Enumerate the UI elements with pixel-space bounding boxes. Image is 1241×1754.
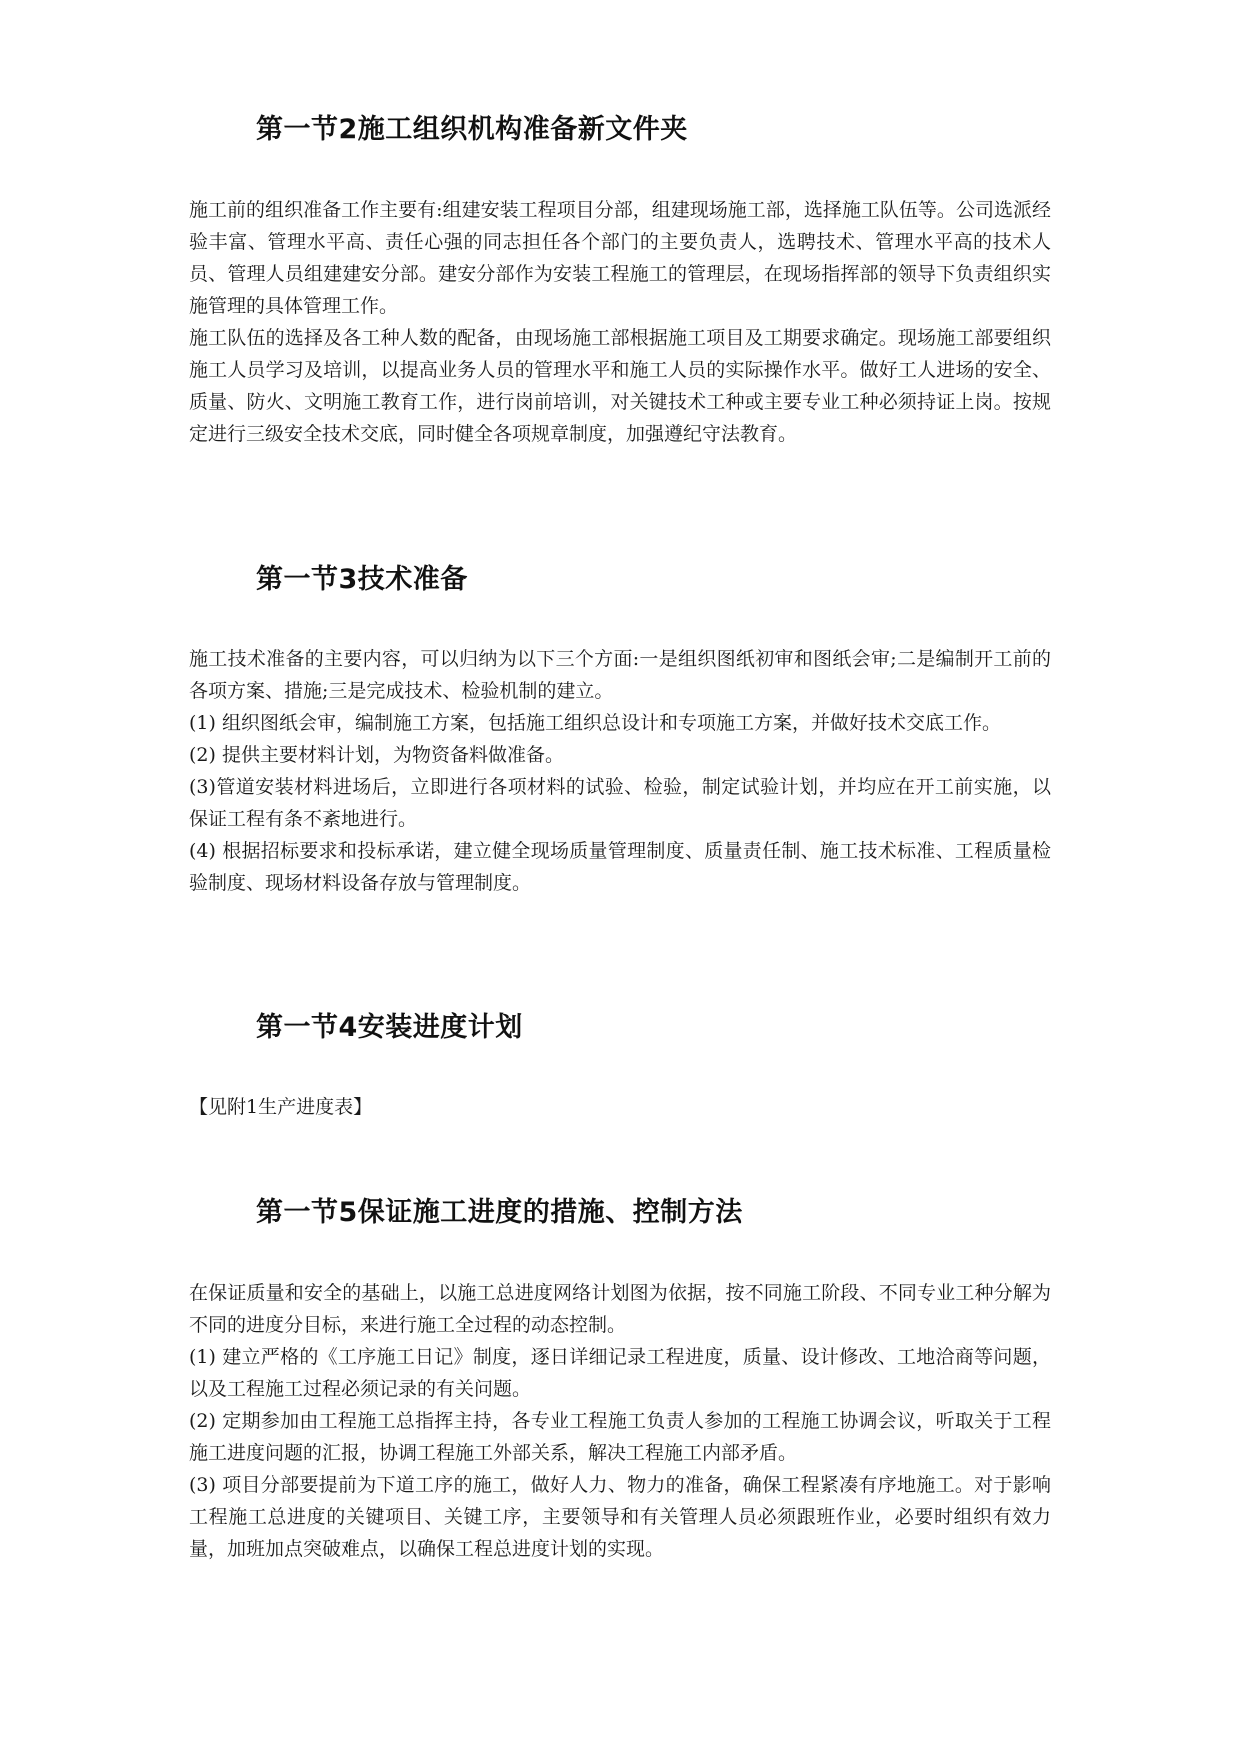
section-body xyxy=(189,1277,1051,1565)
paragraph: (1) 建立严格的《工序施工日记》制度，逐日详细记录工程进度，质量、设计修改、工地洽商等问题，以及工程施工过程必须记录的有关问题。 xyxy=(189,1346,1051,1400)
paragraph: (1) 组织图纸会审，编制施工方案，包括施工组织总设计和专项施工方案，并做好技术交底工作。 xyxy=(189,712,1001,734)
paragraph: 施工队伍的选择及各工种人数的配备，由现场施工部根据施工项目及工期要求确定。现场施工部要组织施工人员学习及培训，以提高业务人员的管理水平和施工人员的实际操作水平。做好工人进场的安全、质量、防火、文明施工教育工作，进行岗前培训，对关键技术工种或主要专业工种必须持证上岗。按规定进行三级安全技术交底，同时健全各项规章制度，加强遵纪守法教育。 xyxy=(189,327,1051,445)
section-heading: 第一节3技术准备 xyxy=(256,564,468,595)
paragraph: (4) 根据招标要求和投标承诺，建立健全现场质量管理制度、质量责任制、施工技术标准、工程质量检验制度、现场材料设备存放与管理制度。 xyxy=(189,840,1051,894)
section-body xyxy=(189,1091,1051,1123)
paragraph: 在保证质量和安全的基础上，以施工总进度网络计划图为依据，按不同施工阶段、不同专业工种分解为不同的进度分目标，来进行施工全过程的动态控制。 xyxy=(189,1282,1051,1336)
paragraph: (3)管道安装材料进场后，立即进行各项材料的试验、检验，制定试验计划，并均应在开工前实施，以保证工程有条不紊地进行。 xyxy=(189,776,1051,830)
section-body xyxy=(189,194,1051,450)
section-heading: 第一节5保证施工进度的措施、控制方法 xyxy=(256,1197,743,1228)
paragraph: (2) 定期参加由工程施工总指挥主持，各专业工程施工负责人参加的工程施工协调会议，听取关于工程施工进度问题的汇报，协调工程施工外部关系，解决工程施工内部矛盾。 xyxy=(189,1410,1051,1464)
paragraph: 【见附1生产进度表】 xyxy=(189,1096,373,1118)
paragraph: 施工前的组织准备工作主要有:组建安装工程项目分部，组建现场施工部，选择施工队伍等。公司选派经验丰富、管理水平高、责任心强的同志担任各个部门的主要负责人，选聘技术、管理水平高的技术人员、管理人员组建建安分部。建安分部作为安装工程施工的管理层，在现场指挥部的领导下负责组织实施管理的具体管理工作。 xyxy=(189,199,1051,317)
section-heading: 第一节4安装进度计划 xyxy=(256,1012,523,1043)
section-body xyxy=(189,643,1051,899)
paragraph: (3) 项目分部要提前为下道工序的施工，做好人力、物力的准备，确保工程紧凑有序地施工。对于影响工程施工总进度的关键项目、关键工序，主要领导和有关管理人员必须跟班作业，必要时组织有效力量，加班加点突破难点，以确保工程总进度计划的实现。 xyxy=(189,1474,1051,1560)
paragraph: 施工技术准备的主要内容，可以归纳为以下三个方面:一是组织图纸初审和图纸会审;二是编制开工前的各项方案、措施;三是完成技术、检验机制的建立。 xyxy=(189,648,1051,702)
section-heading: 第一节2施工组织机构准备新文件夹 xyxy=(256,114,688,145)
paragraph: (2) 提供主要材料计划，为物资备料做准备。 xyxy=(189,744,564,766)
